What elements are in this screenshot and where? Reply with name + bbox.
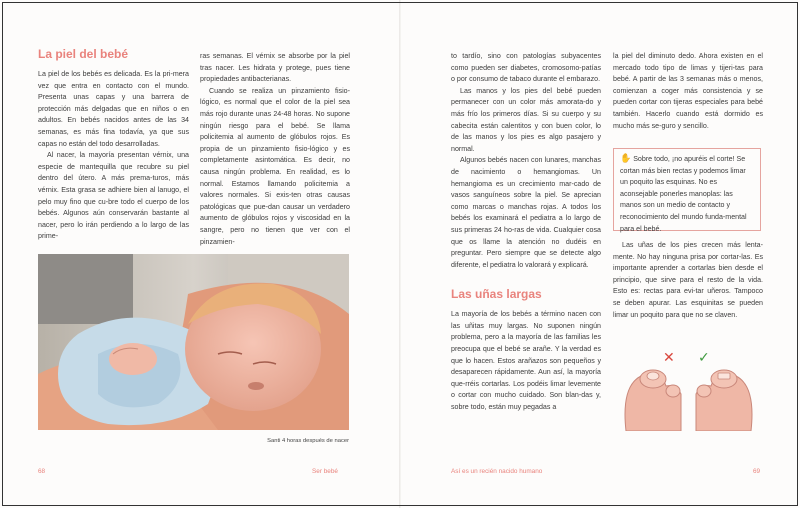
- paragraph: Algunos bebés nacen con lunares, manchas de nacimiento o hemangiomas. Un hemangioma es un crecimiento mar-cado de vasos sanguíneos sobre la piel. Se aprecian como marcas o manchas rojas. A todos los bebés los examinará el pediatra a lo largo de sus primeras 24 ho-ras de vida. Cualquier cosa que os llame la atención no dudéis en preguntar. Pero siempre que se detecte algo diferente, el pediatra lo valorará y explicará.: [451, 156, 601, 269]
- wrong-mark-icon: ✕: [663, 350, 675, 366]
- paragraph: La mayoría de los bebés a término nacen con las uñitas muy largas. No suponen ningún problema, pero a la mayoría de las familias les preocupa que el bebé se arañe. Y la verdad es que lo hacen. Estos arañazos son pequeños y desaparecen rápidamente. Aun así, la mayoría que-rréis cortarlas. Los podéis limar levemente o cortar con mucho cuidado. Son blan-das y, sobre todo, están muy pegadas a: [451, 310, 601, 412]
- page-number-right: 69: [753, 468, 761, 475]
- section-heading-skin: La piel del bebé: [38, 47, 129, 61]
- paragraph: ras semanas. El vérnix se absorbe por la piel tras nacer. Les hidrata y protege, pues tiene propiedades antibacterianas.: [200, 52, 350, 84]
- running-head-right: Así es un recién nacido humano: [451, 468, 543, 475]
- section-heading-nails: Las uñas largas: [451, 287, 542, 302]
- page-frame: [2, 2, 798, 506]
- paragraph: Cuando se realiza un pinzamiento fisio-lógico, es normal que el color de la piel sea más rojo durante unas 24-48 horas. No supone ningún riesgo para el bebé. Se llama policitemia al aumento de glóbulos rojos. Es propia de un pinzamiento fisio-lógico y es completamente asintomática. Es decir, no causa ningún problema. En realidad, es lo normal. Estamos llamando policitemia a valores normales. Si exis-ten otras causas patológicas que pue-dan causar un verdadero aumento de glóbulos rojos y viscosidad en la sangre, pero no tienen que ver con el pinzamien-: [200, 86, 350, 246]
- page-number-left: 68: [38, 468, 46, 475]
- tip-text: Sobre todo, ¡no apuréis el corte! Se cortan más bien rectas y podemos limar un poquito las esquinas. No es aconsejable ponerles manoplas: las manos son un medio de contacto y reconocimiento del mundo funda-mental para el bebé.: [620, 155, 747, 233]
- paragraph: La piel de los bebés es delicada. Es la pri-mera vez que entra en contacto con el mundo. Presenta unas capas y una barrera de protección más delgadas que en niños o en adultos. En bebés nacidos antes de las 34 semanas, es más fina todavía, ya que sus capas no están del todo desarrolladas.: [38, 70, 189, 148]
- right-mark-icon: ✓: [698, 350, 710, 366]
- photo-caption: Santi 4 horas después de nacer: [267, 438, 349, 444]
- paragraph: Al nacer, la mayoría presentan vérnix, una especie de mantequilla que recubre su piel dentro del útero. A más prema-turos, más vérnix. Esta grasa se adhiere bien al lanugo, el pelo muy fino que cu-bre todo el cuerpo de los bebés. Algunos aún conservarán bastante al nacer, pero lo irán perdiendo a lo largo de las prime-: [38, 151, 189, 241]
- paragraph: la piel del diminuto dedo. Ahora existen en el mercado todo tipo de limas y tijeri-tas para bebé. A partir de las 3 semanas más o menos, comienzan a coger más consistencia y se pueden cortar con tijeras especiales para bebé también. Hacerlo cuando está dormido es mucho más se-guro y sencillo.: [613, 52, 763, 130]
- hand-icon: ✋: [620, 153, 632, 163]
- paragraph: Las uñas de los pies crecen más lenta-mente. No hay ninguna prisa por cortar-las. Es importante aprender a cortarlas bien desde el principio, que sirve para el resto de la vida. Esto es: rectas para evi-tar uñeros. Tampoco se deben apurar. Las esquinitas se pueden limar un poquito para que no se claven.: [613, 241, 763, 319]
- paragraph: Las manos y los pies del bebé pueden permanecer con un color más amorata-do y más frío los primeros días. Si su cuerpo y su cabecita están calentitos y con buen color, lo de las manos y los pies es algo pasajero y normal.: [451, 86, 601, 153]
- paragraph: to tardío, sino con patologías subyacentes como pueden ser diabetes, cromosomo-patías o por consumo de tabaco durante el embarazo.: [451, 52, 601, 84]
- running-head-left: Ser bebé: [312, 468, 338, 475]
